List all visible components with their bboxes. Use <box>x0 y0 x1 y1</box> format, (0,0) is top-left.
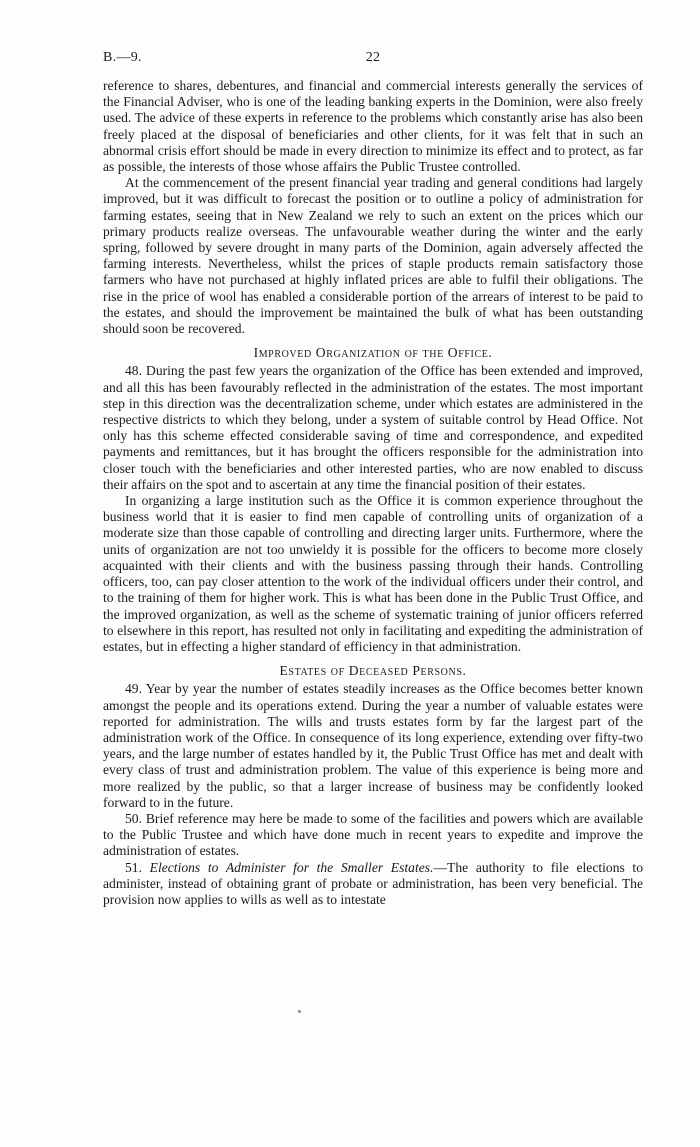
paragraph-51-text: —The authority to file elections to administer, instead of obtaining grant of probate or administration, has been very beneficial. The provision now applies to wills as well as to intestate <box>103 859 644 907</box>
paragraph-economic-conditions: At the commencement of the present financial year trading and general conditions had largely improved, but it was difficult to forecast the position or to outline a policy of administration for farming estates, seeing that in New Zealand we rely to such an extent on the prices which our primary products realize overseas. The unfavourable weather during the winter and the early spring, followed by severe drought in many parts of the Dominion, again adversely affected the farming interests. Nevertheless, whilst the prices of staple products remain satisfactory those farmers who have not purchased at highly inflated prices are able to fulfil their obligations. The rise in the price of wool has enabled a considerable portion of the arrears of interest to be paid to the estates, and should the improvement be maintained the bulk of what has been outstanding should soon be recovered. <box>103 175 643 337</box>
section-heading-improved-organization: Improved Organization of the Office. <box>253 345 493 361</box>
page-header <box>103 50 643 72</box>
paragraph-continuation: reference to shares, debentures, and financial and commercial interests generally the services of the Financial Adviser, who is one of the leading banking experts in the Dominion, were also freely used. The advice of these experts in reference to the problems which constantly arise has also been freely placed at the disposal of beneficiaries and other clients, for it was felt that in such an abnormal crisis effort should be made in every direction to minimize its effect and to protect, as far as possible, the interests of those whose affairs the Public Trustee controlled. <box>103 78 643 175</box>
paragraph-49: 49. Year by year the number of estates steadily increases as the Office becomes better known amongst the people and its operations extend. During the year a number of valuable estates were reported for administration. The wills and trusts estates form by far the largest part of the administration work of the Office. In consequence of its long experience, extending over fifty-two years, and the large number of estates handled by it, the Public Trust Office has met and dealt with every class of trust and administration problem. The value of this experience is being more and more realized by the public, so that a larger increase of business may be confidently looked forward to in the future. <box>103 681 643 810</box>
section-heading-estates-deceased: Estates of Deceased Persons. <box>279 663 467 679</box>
paragraph-51-number: 51. <box>125 859 142 875</box>
paragraph-50: 50. Brief reference may here be made to some of the facilities and powers which are available to the Public Trustee and which have done much in recent years to expedite and improve the administration of estates. <box>103 810 643 859</box>
paragraph-organizing: In organizing a large institution such as the Office it is common experience throughout the business world that it is easier to find men capable of controlling units of organization of a moderate size than those capable of controlling and directing larger units. Furthermore, where the units of organization are not too unwieldy it is possible for the officers to become more closely acquainted with their clients and with the business passing through their hands. Controlling officers, too, can pay closer attention to the work of the individual officers under their control, and to the training of them for higher work. This is what has been done in the Public Trust Office, and the improved organization, as well as the scheme of systematic training of junior officers referred to elsewhere in this report, has resulted not only in facilitating and expediting the administration of estates, but in effecting a higher standard of efficiency in that administration. <box>103 493 643 654</box>
document-body <box>103 78 643 908</box>
document-code: B.—9. <box>103 50 142 65</box>
paragraph-51 <box>103 860 643 909</box>
paragraph-51-italic-title: Elections to Administer for the Smaller Estates. <box>149 859 434 875</box>
stray-mark <box>298 1010 301 1013</box>
page-number: 22 <box>365 50 381 65</box>
paragraph-48: 48. During the past few years the organization of the Office has been extended and improved, and all this has been favourably reflected in the administration of the estates. The most important step in this direction was the decentralization scheme, under which estates are administered in the respective districts to which they belong, under a system of suitable control by Head Office. Not only has this scheme effected considerable saving of time and correspondence, and expedited payments and remittances, but it has brought the officers responsible for the administration into closer touch with the beneficiaries and other interested parties, who are now enabled to discuss their affairs on the spot and to ascertain at any time the financial position of their estates. <box>103 363 643 492</box>
